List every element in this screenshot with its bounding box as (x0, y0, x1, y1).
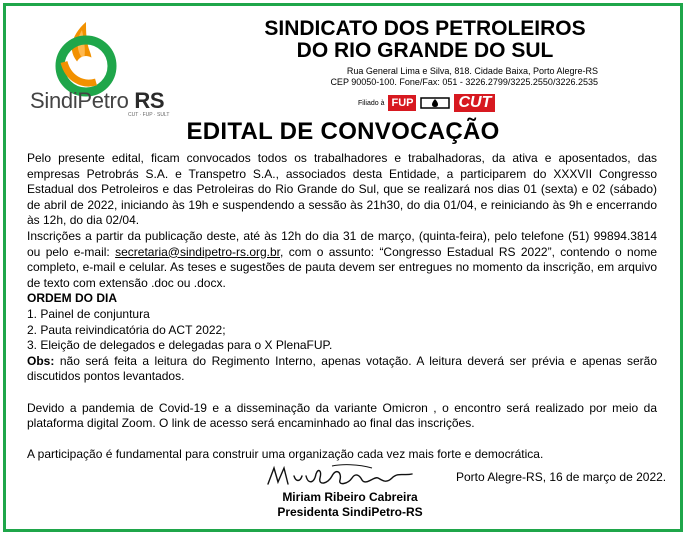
notice-body (27, 151, 657, 463)
logo-wordmark: SindiPetro RS (30, 88, 165, 113)
notice-title: EDITAL DE CONVOCAÇÃO (186, 118, 500, 145)
union-name-line2: DO RIO GRANDE DO SUL (296, 39, 554, 62)
agenda-item: 2. Pauta reivindicatória do ACT 2022; (27, 322, 226, 337)
address-line2: CEP 90050-100. Fone/Fax: 051 - 3226.2799/3225.2550/3226.2535 (330, 77, 598, 87)
affiliated-label: Filiado à (358, 99, 385, 107)
intro-paragraph: Pelo presente edital, ficam convocados todos os trabalhadores e trabalhadoras, da ativa e aposentados, das empresas Petrobrás S.A. e Transpetro S.A., associados desta Entidade, a participarem do XXXVII Congresso Estadual dos Petroleiros e das Petroleiras do Rio Grande do Sul, que se realizará nos dias 01 (sexta) e 02 (sábado) de abril de 2022, iniciando às 19h e suspendendo a sessão às 21h30, do dia 01/04, e reiniciando às 9h e encerrando às 12h, do dia 02/04. (27, 151, 657, 228)
logo-tagline: CUT · FUP · SULT (128, 112, 170, 118)
signer-block (270, 490, 430, 520)
oil-drop-logo-icon (420, 96, 450, 110)
closing-paragraph: A participação é fundamental para construir uma organização cada vez mais forte e democrática. (27, 447, 544, 462)
agenda-heading: ORDEM DO DIA (27, 291, 117, 306)
email-link[interactable]: secretaria@sindipetro-rs.org.br (115, 244, 281, 259)
agenda-item: 3. Eleição de delegados e delegadas para o X PlenaFUP. (27, 338, 333, 353)
place-date: Porto Alegre-RS, 16 de março de 2022. (456, 470, 667, 484)
registration-paragraph: Inscrições a partir da publicação deste, até às 12h do dia 31 de março, (quinta-feira), pelo telefone (51) 99894.3814 ou pelo e-mail: secretaria@sindipetro-rs.org.br, com o assunto: “Congresso Estadual RS 2022”, contendo o nome completo, e-mail e celular. As teses e sugestões de pauta devem ser entregues no momento da inscrição, em arquivo de texto com extensão .doc ou .docx. (27, 228, 658, 290)
union-address (268, 66, 598, 88)
union-name-line1: SINDICATO DOS PETROLEIROS (264, 17, 586, 40)
covid-paragraph: Devido a pandemia de Covid-19 e a disseminação da variante Omicron , o encontro será realizado por meio da plataforma digital Zoom. O link de acesso será encaminhado ao final das inscrições. (27, 400, 657, 431)
affiliations (358, 93, 495, 113)
cut-logo: CUT (454, 94, 495, 112)
handwritten-signature (262, 462, 422, 490)
signer-title: Presidenta SindiPetro-RS (277, 505, 423, 519)
union-name (230, 18, 620, 62)
signer-name: Miriam Ribeiro Cabreira (282, 490, 418, 504)
agenda-item: 1. Painel de conjuntura (27, 306, 150, 321)
obs-label: Obs: (27, 353, 55, 368)
address-line1: Rua General Lima e Silva, 818. Cidade Baixa, Porto Alegre-RS (346, 66, 598, 76)
obs-paragraph: Obs: não será feita a leitura do Regimento Interno, apenas votação. A leitura deverá ser prévia e apenas serão discutidos pontos levantados. (27, 353, 657, 384)
fup-logo: FUP (388, 95, 416, 111)
